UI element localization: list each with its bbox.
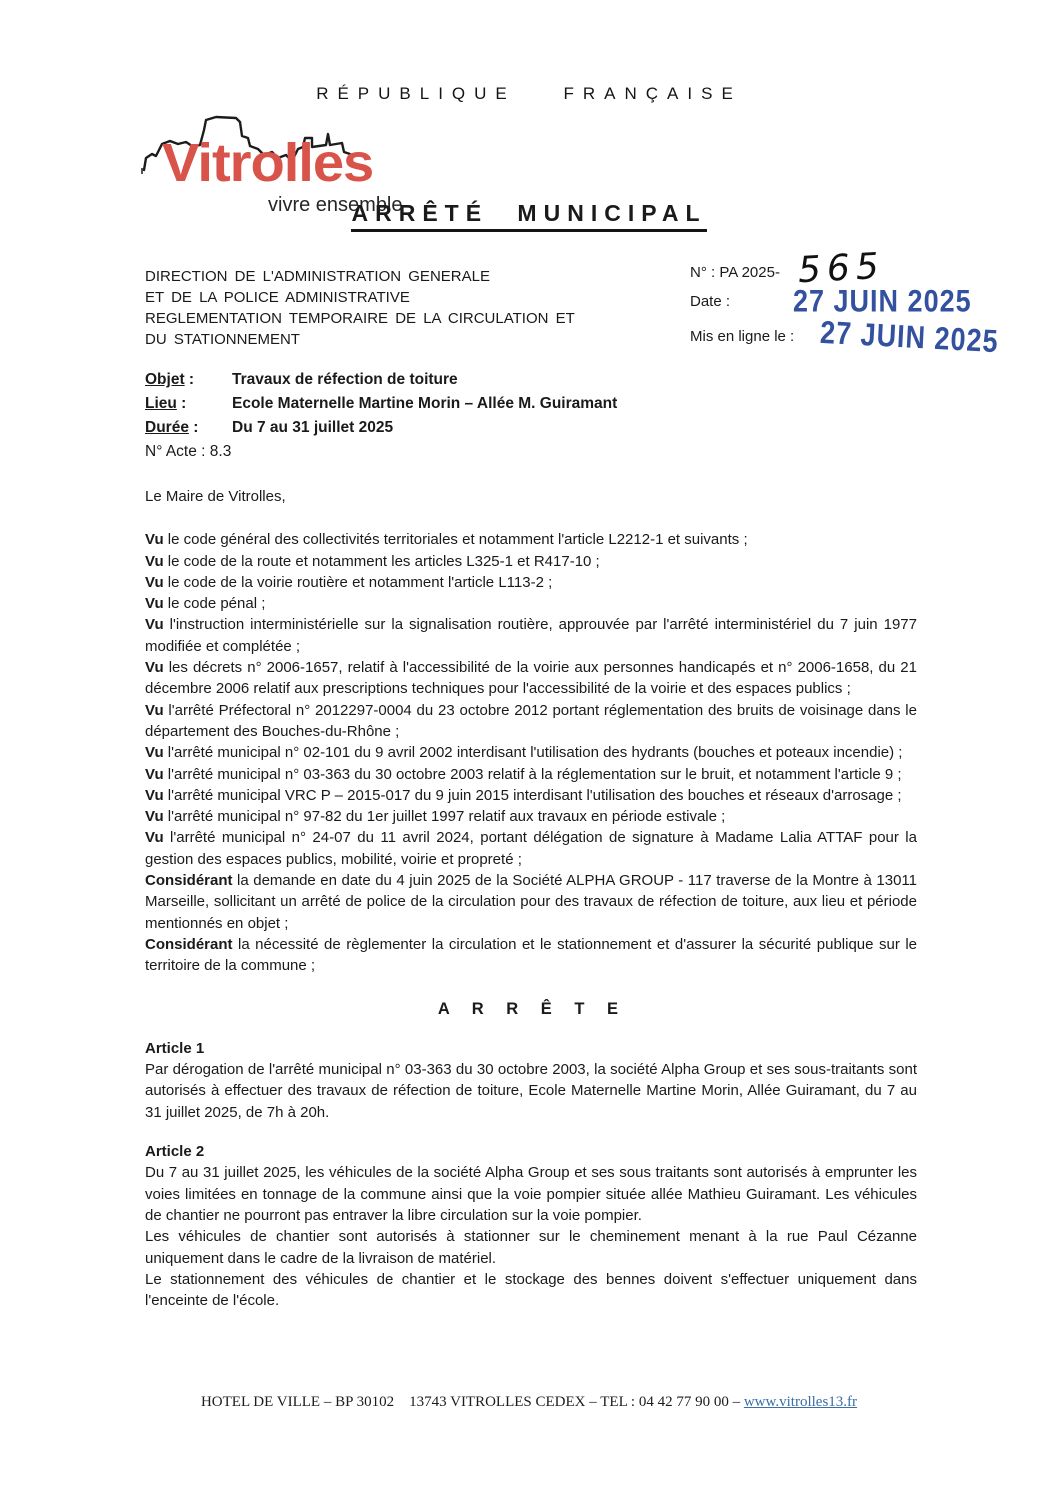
clause-lead: Vu	[145, 616, 164, 634]
article-heading: Article 2	[145, 1143, 205, 1161]
clause-lead: Vu	[145, 659, 164, 677]
date-label: Date :	[690, 293, 731, 310]
clause-paragraph: Vu les décrets n° 2006-1657, relatif à l'accessibilité de la voirie aux personnes handicapés et n° 2006-1658, du 21 décembre 2006 relatif aux prescriptions techniques pour l'accessibilité de la voirie et des espaces publics ;	[145, 659, 917, 698]
clause-paragraph: Vu l'instruction interministérielle sur la signalisation routière, approuvée par l'arrêté interministériel du 7 juin 1977 modifiée et complétée ;	[145, 616, 917, 655]
online-stamp: 27 JUIN 2025	[819, 314, 1000, 360]
date-stamp: 27 JUIN 2025	[793, 283, 972, 319]
logo-wordmark: Vitrolles	[162, 133, 374, 193]
clause-paragraph: Vu l'arrêté municipal n° 97-82 du 1er juillet 1997 relatif aux travaux en période estivale ;	[145, 808, 726, 826]
clause-lead: Vu	[145, 573, 164, 591]
clause-lead: Vu	[145, 829, 164, 847]
salutation: Le Maire de Vitrolles,	[145, 488, 286, 505]
direction-line: DIRECTION DE L'ADMINISTRATION GENERALE	[145, 268, 490, 285]
subject-label: Lieu :	[145, 395, 187, 412]
article-paragraph: Le stationnement des véhicules de chantier et le stockage des bennes doivent s'effectuer uniquement dans l'enceinte de l'école.	[145, 1270, 917, 1310]
footer-text: HOTEL DE VILLE – BP 30102 13743 VITROLLES CEDEX – TEL : 04 42 77 90 00 –	[200, 1394, 744, 1410]
decree-number-handwritten: 565	[796, 245, 886, 292]
article-heading: Article 1	[145, 1039, 205, 1057]
clause-lead: Vu	[145, 786, 164, 804]
clause-paragraph: Vu l'arrêté municipal n° 03-363 du 30 octobre 2003 relatif à la réglementation sur le bruit, et notamment l'article 9 ;	[145, 765, 902, 783]
logo-tagline: vivre ensemble	[268, 194, 403, 216]
subject-row	[145, 368, 617, 392]
clause-paragraph: Vu l'arrêté Préfectoral n° 2012297-0004 du 23 octobre 2012 portant réglementation des bruits de voisinage dans le département des Bouches-du-Rhône ;	[145, 701, 917, 740]
direction-line: DU STATIONNEMENT	[145, 331, 300, 348]
article-paragraph: Par dérogation de l'arrêté municipal n° 03-363 du 30 octobre 2003, la société Alpha Group et ses sous-traitants sont autorisés à effectuer des travaux de réfection de toiture, Ecole Maternelle Martine Morin, Allée Guiramant, du 7 au 31 juillet 2025, de 7h à 20h.	[145, 1061, 917, 1121]
subject-label: Durée :	[145, 419, 199, 436]
subject-value: Du 7 au 31 juillet 2025	[232, 419, 394, 436]
online-label: Mis en ligne le :	[690, 328, 795, 345]
subject-block	[145, 368, 617, 463]
clauses	[145, 529, 917, 976]
clause-paragraph: Considérant la demande en date du 4 juin 2025 de la Société ALPHA GROUP - 117 traverse de la Montre à 13011 Marseille, sollicitant un arrêté de police de la circulation pour des travaux de réfection de toiture, aux lieu et période mentionnés en objet ;	[145, 872, 917, 932]
direction-line: ET DE LA POLICE ADMINISTRATIVE	[145, 289, 410, 306]
clause-paragraph: Vu l'arrêté municipal n° 02-101 du 9 avril 2002 interdisant l'utilisation des hydrants (bouches et poteaux incendie) ;	[145, 744, 903, 762]
direction-line: REGLEMENTATION TEMPORAIRE DE LA CIRCULATION ET	[145, 310, 575, 327]
footer	[0, 1394, 1058, 1411]
direction-block	[145, 266, 710, 350]
clause-lead: Vu	[145, 531, 164, 549]
subject-row	[145, 416, 617, 440]
decree-number-label: N° : PA 2025-	[690, 264, 780, 281]
articles	[145, 1038, 917, 1312]
clause-paragraph: Considérant la nécessité de règlementer la circulation et le stationnement et d'assurer la sécurité publique sur le territoire de la commune ;	[145, 935, 917, 975]
clause-paragraph: Vu le code général des collectivités territoriales et notamment l'article L2212-1 et suivants ;	[145, 531, 748, 549]
article-paragraph: Du 7 au 31 juillet 2025, les véhicules de la société Alpha Group et ses sous traitants sont autorisés à emprunter les voies limitées en tonnage de la commune ainsi que la voie pompier située allée Mathieu Guiramant. Les véhicules de chantier ne pourront pas entraver la libre circulation sur la voie pompier.	[145, 1164, 917, 1224]
clause-paragraph: Vu le code de la route et notamment les articles L325-1 et R417-10 ;	[145, 552, 600, 570]
body-text	[145, 486, 917, 1311]
clause-lead: Vu	[145, 744, 164, 762]
subject-value: Travaux de réfection de toiture	[232, 371, 458, 388]
clause-paragraph: Vu le code pénal ;	[145, 595, 266, 613]
clause-paragraph: Vu l'arrêté municipal n° 24-07 du 11 avril 2024, portant délégation de signature à Madame Lalia ATTAF pour la gestion des espaces publics, mobilité, voirie et propreté ;	[145, 829, 917, 868]
meta-block	[690, 245, 1050, 394]
clause-paragraph: Vu le code de la voirie routière et notamment l'article L113-2 ;	[145, 573, 553, 591]
footer-link[interactable]: www.vitrolles13.fr	[743, 1394, 858, 1410]
clause-lead: Vu	[145, 808, 164, 826]
clause-lead: Considérant	[145, 935, 233, 953]
subject-label: Objet :	[145, 371, 195, 388]
clause-lead: Vu	[145, 765, 164, 783]
arrete-heading: A R R Ê T E	[437, 999, 625, 1018]
clause-paragraph: Vu l'arrêté municipal VRC P – 2015-017 du 9 juin 2015 interdisant l'utilisation des bouches et réseaux d'arrosage ;	[145, 786, 902, 804]
clause-lead: Considérant	[145, 872, 233, 890]
clause-lead: Vu	[145, 701, 164, 719]
clause-lead: Vu	[145, 552, 164, 570]
acte-number: N° Acte : 8.3	[145, 443, 232, 460]
republique-heading: RÉPUBLIQUE FRANÇAISE	[316, 84, 742, 103]
subject-value: Ecole Maternelle Martine Morin – Allée M. Guiramant	[232, 395, 618, 412]
document-title: ARRÊTÉ MUNICIPAL	[0, 200, 1058, 227]
clause-lead: Vu	[145, 595, 164, 613]
subject-row	[145, 392, 617, 416]
article-paragraph: Les véhicules de chantier sont autorisés à stationner sur le cheminement menant à la rue Paul Cézanne uniquement dans le cadre de la livraison de matériel.	[145, 1228, 917, 1267]
